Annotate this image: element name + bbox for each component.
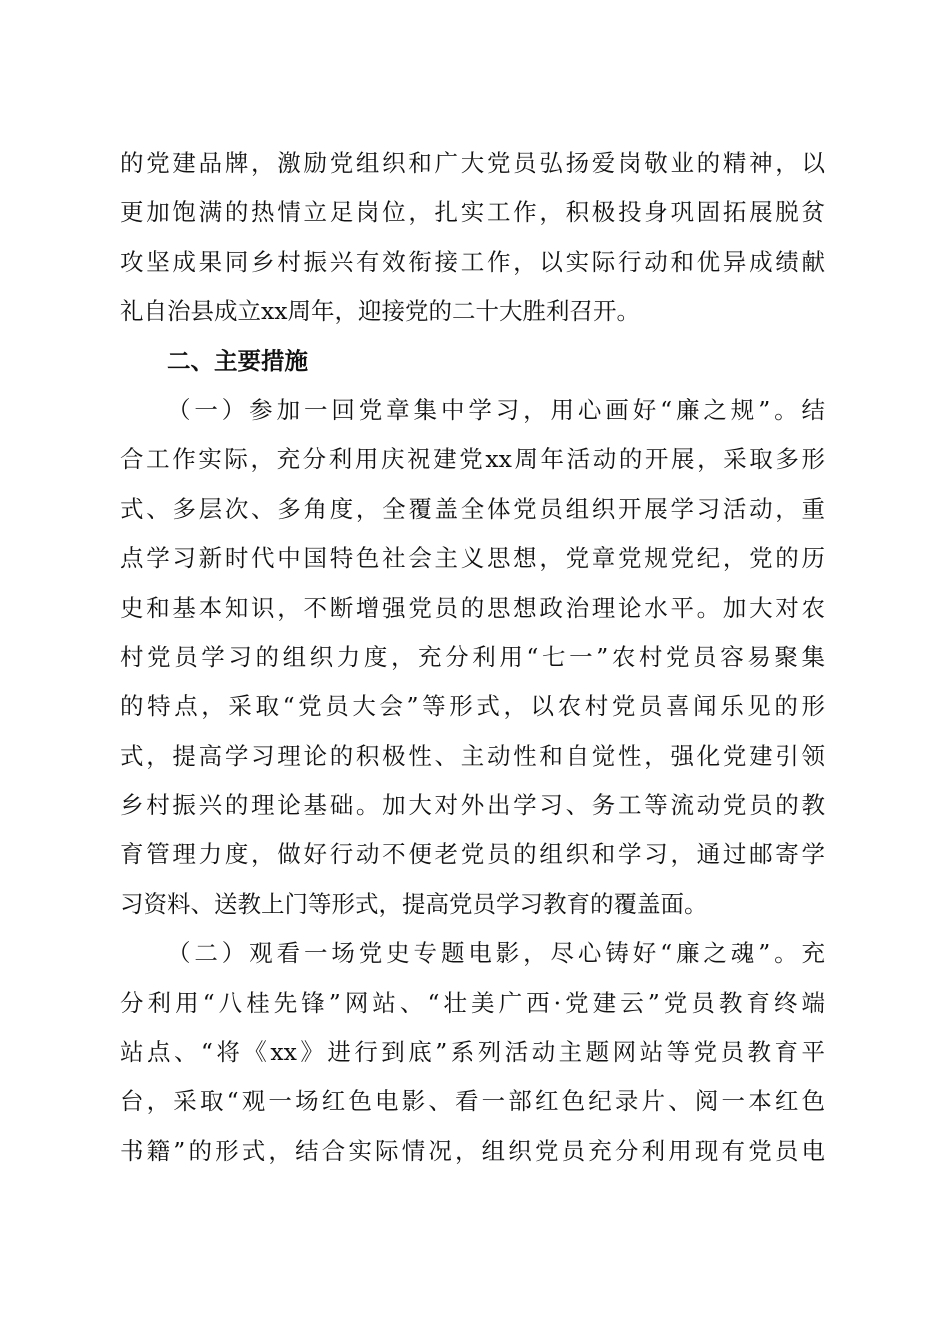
paragraph-line: 攻坚成果同乡村振兴有效衔接工作，以实际行动和优异成绩献	[120, 247, 825, 276]
document-body	[120, 139, 825, 1176]
section-heading: 二、主要措施	[167, 346, 308, 375]
paragraph-line: 乡村振兴的理论基础。加大对外出学习、务工等流动党员的教	[120, 791, 825, 820]
paragraph-line: 村党员学习的组织力度，充分利用“七一”农村党员容易聚集	[120, 642, 825, 671]
paragraph-line: 礼自治县成立xx周年，迎接党的二十大胜利召开。	[120, 297, 641, 326]
paragraph-line: 更加饱满的热情立足岗位，扎实工作，积极投身巩固拓展脱贫	[120, 198, 825, 227]
paragraph-line: 习资料、送教上门等形式，提高党员学习教育的覆盖面。	[120, 889, 708, 918]
paragraph-line: 点学习新时代中国特色社会主义思想，党章党规党纪，党的历	[120, 544, 825, 573]
paragraph-line: 分利用“八桂先锋”网站、“壮美广西·党建云”党员教育终端	[120, 988, 825, 1017]
paragraph-line: 史和基本知识，不断增强党员的思想政治理论水平。加大对农	[120, 593, 825, 622]
paragraph-line: 书籍”的形式，结合实际情况，组织党员充分利用现有党员电	[120, 1136, 825, 1165]
paragraph-line: 台，采取“观一场红色电影、看一部红色纪录片、阅一本红色	[120, 1087, 825, 1116]
paragraph-line: （一）参加一回党章集中学习，用心画好“廉之规”。结	[167, 395, 825, 424]
paragraph-line: 合工作实际，充分利用庆祝建党xx周年活动的开展，采取多形	[120, 445, 825, 474]
paragraph-line: 式，提高学习理论的积极性、主动性和自觉性，强化党建引领	[120, 741, 825, 770]
paragraph-line: 站点、“将《xx》进行到底”系列活动主题网站等党员教育平	[120, 1038, 825, 1067]
paragraph-line: 式、多层次、多角度，全覆盖全体党员组织开展学习活动，重	[120, 494, 825, 523]
paragraph-line: 育管理力度，做好行动不便老党员的组织和学习，通过邮寄学	[120, 840, 825, 869]
paragraph-line: 的党建品牌，激励党组织和广大党员弘扬爱岗敬业的精神，以	[120, 149, 825, 177]
paragraph-line: （二）观看一场党史专题电影，尽心铸好“廉之魂”。充	[167, 939, 825, 968]
paragraph-line: 的特点，采取“党员大会”等形式，以农村党员喜闻乐见的形	[120, 692, 825, 721]
